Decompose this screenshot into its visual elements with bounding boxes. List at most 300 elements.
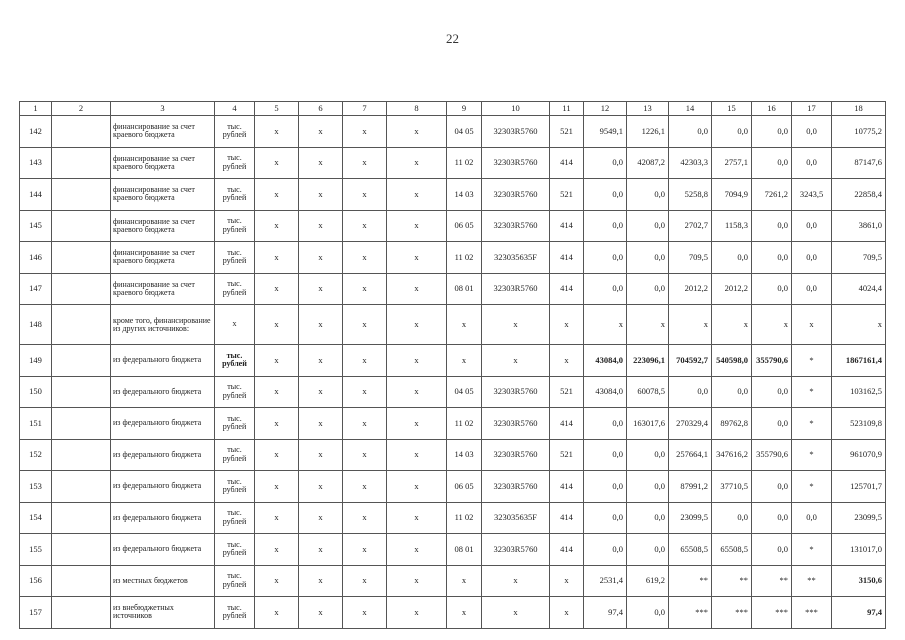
table-cell: х xyxy=(255,597,299,629)
table-cell: из федерального бюджета xyxy=(111,376,215,408)
table-row xyxy=(20,376,886,408)
table-cell: 414 xyxy=(550,471,584,503)
table-cell: х xyxy=(584,305,627,345)
table-row xyxy=(20,565,886,597)
table-cell xyxy=(52,597,111,629)
table-cell: 150 xyxy=(20,376,52,408)
table-cell: 0,0 xyxy=(584,273,627,305)
column-header: 16 xyxy=(752,102,792,116)
table-cell: 08 01 xyxy=(447,534,482,566)
table-cell: 154 xyxy=(20,502,52,534)
table-cell: х xyxy=(550,345,584,377)
table-cell: 06 05 xyxy=(447,471,482,503)
table-cell xyxy=(52,242,111,274)
table-cell: 156 xyxy=(20,565,52,597)
column-header: 11 xyxy=(550,102,584,116)
column-header: 2 xyxy=(52,102,111,116)
table-cell: * xyxy=(792,471,832,503)
table-cell: х xyxy=(255,179,299,211)
table-cell: х xyxy=(447,305,482,345)
table-cell: 0,0 xyxy=(584,471,627,503)
table-cell xyxy=(52,376,111,408)
table-cell: * xyxy=(792,534,832,566)
table-cell: 0,0 xyxy=(792,147,832,179)
table-cell: х xyxy=(299,534,343,566)
budget-table xyxy=(19,101,886,629)
table-cell: х xyxy=(482,565,550,597)
table-row xyxy=(20,345,886,377)
table-cell: 11 02 xyxy=(447,147,482,179)
table-cell: 3861,0 xyxy=(832,210,886,242)
table-cell: х xyxy=(255,116,299,148)
table-cell: х xyxy=(482,305,550,345)
table-cell: 0,0 xyxy=(584,147,627,179)
table-cell: 355790,6 xyxy=(752,439,792,471)
table-cell: 7094,9 xyxy=(712,179,752,211)
table-row xyxy=(20,408,886,440)
table-cell: тыс. рублей xyxy=(215,116,255,148)
table-cell: 4024,4 xyxy=(832,273,886,305)
table-cell: х xyxy=(299,179,343,211)
table-cell: х xyxy=(299,210,343,242)
table-cell: тыс. рублей xyxy=(215,210,255,242)
table-cell: 148 xyxy=(20,305,52,345)
table-cell: 155 xyxy=(20,534,52,566)
table-row xyxy=(20,116,886,148)
column-header: 10 xyxy=(482,102,550,116)
table-cell: х xyxy=(255,408,299,440)
table-cell: 257664,1 xyxy=(669,439,712,471)
table-cell: из местных бюджетов xyxy=(111,565,215,597)
table-cell: тыс. рублей xyxy=(215,565,255,597)
table-cell: кроме того, финансирование из других источников: xyxy=(111,305,215,345)
table-cell: х xyxy=(343,534,387,566)
table-cell: х xyxy=(343,305,387,345)
table-cell: х xyxy=(387,273,447,305)
table-cell: х xyxy=(482,597,550,629)
table-cell: тыс. рублей xyxy=(215,408,255,440)
table-cell: 0,0 xyxy=(627,210,669,242)
table-cell: х xyxy=(482,345,550,377)
table-cell: 3150,6 xyxy=(832,565,886,597)
table-cell: х xyxy=(299,345,343,377)
table-cell: 149 xyxy=(20,345,52,377)
table-row xyxy=(20,502,886,534)
table-cell: из федерального бюджета xyxy=(111,345,215,377)
table-cell: х xyxy=(343,179,387,211)
table-cell: 0,0 xyxy=(669,376,712,408)
table-cell: х xyxy=(387,210,447,242)
table-cell xyxy=(52,471,111,503)
table-cell: 06 05 xyxy=(447,210,482,242)
table-cell: 97,4 xyxy=(584,597,627,629)
table-cell xyxy=(52,179,111,211)
table-cell: 143 xyxy=(20,147,52,179)
table-cell: тыс. рублей xyxy=(215,147,255,179)
table-cell: 32303R5760 xyxy=(482,534,550,566)
table-cell: 125701,7 xyxy=(832,471,886,503)
table-cell: 0,0 xyxy=(752,273,792,305)
table-row xyxy=(20,210,886,242)
table-cell: х xyxy=(343,116,387,148)
table-cell: 414 xyxy=(550,408,584,440)
table-row xyxy=(20,471,886,503)
table-cell: 521 xyxy=(550,116,584,148)
table-cell: 2531,4 xyxy=(584,565,627,597)
table-cell: х xyxy=(343,502,387,534)
table-cell: 414 xyxy=(550,147,584,179)
table-cell: 65508,5 xyxy=(669,534,712,566)
table-cell: х xyxy=(447,565,482,597)
table-cell: 43084,0 xyxy=(584,345,627,377)
table-cell: *** xyxy=(752,597,792,629)
table-cell: х xyxy=(299,242,343,274)
table-cell: финансирование за счет краевого бюджета xyxy=(111,116,215,148)
table-cell xyxy=(52,502,111,534)
table-cell: 32303R5760 xyxy=(482,408,550,440)
table-cell: 9549,1 xyxy=(584,116,627,148)
table-cell: 157 xyxy=(20,597,52,629)
table-cell: х xyxy=(387,242,447,274)
table-row xyxy=(20,597,886,629)
table-cell xyxy=(52,147,111,179)
table-cell: х xyxy=(387,408,447,440)
table-cell: 32303R5760 xyxy=(482,376,550,408)
table-cell: 22858,4 xyxy=(832,179,886,211)
table-row xyxy=(20,242,886,274)
table-cell: 103162,5 xyxy=(832,376,886,408)
table-cell: 04 05 xyxy=(447,116,482,148)
table-cell: финансирование за счет краевого бюджета xyxy=(111,242,215,274)
table-cell: х xyxy=(627,305,669,345)
table-cell: х xyxy=(255,502,299,534)
table-cell: 1158,3 xyxy=(712,210,752,242)
table-cell: тыс. рублей xyxy=(215,534,255,566)
page-number: 22 xyxy=(446,31,459,46)
table-cell: 1867161,4 xyxy=(832,345,886,377)
table-cell: 2012,2 xyxy=(669,273,712,305)
column-header: 1 xyxy=(20,102,52,116)
table-cell: из федерального бюджета xyxy=(111,471,215,503)
table-cell: х xyxy=(387,439,447,471)
table-cell: 223096,1 xyxy=(627,345,669,377)
table-cell: 961070,9 xyxy=(832,439,886,471)
table-cell: х xyxy=(550,565,584,597)
table-cell: 0,0 xyxy=(669,116,712,148)
table-cell: х xyxy=(343,565,387,597)
table-cell: 414 xyxy=(550,502,584,534)
table-cell: х xyxy=(832,305,886,345)
header-row xyxy=(20,102,886,116)
table-cell: х xyxy=(387,345,447,377)
column-header: 4 xyxy=(215,102,255,116)
table-cell: х xyxy=(255,305,299,345)
table-cell: х xyxy=(752,305,792,345)
table-cell: 0,0 xyxy=(584,502,627,534)
table-cell: 323035635F xyxy=(482,502,550,534)
column-header: 14 xyxy=(669,102,712,116)
table-cell: 0,0 xyxy=(712,376,752,408)
table-cell: х xyxy=(387,179,447,211)
table-cell: 32303R5760 xyxy=(482,471,550,503)
table-cell: 0,0 xyxy=(627,273,669,305)
table-cell: из федерального бюджета xyxy=(111,439,215,471)
table-cell: 414 xyxy=(550,242,584,274)
table-cell: х xyxy=(387,471,447,503)
column-header: 13 xyxy=(627,102,669,116)
table-cell: х xyxy=(255,471,299,503)
table-cell: х xyxy=(343,242,387,274)
table-cell xyxy=(52,305,111,345)
table-cell: ** xyxy=(792,565,832,597)
table-cell: х xyxy=(387,147,447,179)
table-cell xyxy=(52,273,111,305)
table-cell: х xyxy=(343,147,387,179)
table-cell: * xyxy=(792,376,832,408)
table-cell xyxy=(52,210,111,242)
table-cell: 414 xyxy=(550,534,584,566)
table-cell: 10775,2 xyxy=(832,116,886,148)
table-cell: 0,0 xyxy=(584,534,627,566)
column-header: 5 xyxy=(255,102,299,116)
table-cell: х xyxy=(299,305,343,345)
table-cell: из федерального бюджета xyxy=(111,534,215,566)
table-cell: х xyxy=(299,408,343,440)
table-cell: х xyxy=(387,534,447,566)
table-row xyxy=(20,147,886,179)
table-cell: х xyxy=(299,565,343,597)
table-cell: х xyxy=(255,273,299,305)
table-cell: 7261,2 xyxy=(752,179,792,211)
column-header: 15 xyxy=(712,102,752,116)
table-cell: х xyxy=(387,565,447,597)
table-cell: 0,0 xyxy=(752,408,792,440)
table-cell: х xyxy=(447,597,482,629)
table-cell: х xyxy=(255,147,299,179)
table-cell: из федерального бюджета xyxy=(111,502,215,534)
table-cell: финансирование за счет краевого бюджета xyxy=(111,273,215,305)
table-cell: тыс. рублей xyxy=(215,502,255,534)
table-cell: финансирование за счет краевого бюджета xyxy=(111,147,215,179)
table-cell: 144 xyxy=(20,179,52,211)
table-cell: х xyxy=(343,345,387,377)
table-cell: 32303R5760 xyxy=(482,179,550,211)
table-cell: ** xyxy=(712,565,752,597)
table-cell: 0,0 xyxy=(712,502,752,534)
table-cell: 0,0 xyxy=(752,116,792,148)
table-cell: финансирование за счет краевого бюджета xyxy=(111,179,215,211)
table-cell: ** xyxy=(752,565,792,597)
table-cell: х xyxy=(299,597,343,629)
table-cell: 0,0 xyxy=(627,179,669,211)
table-cell: 42303,3 xyxy=(669,147,712,179)
table-cell: тыс. рублей xyxy=(215,439,255,471)
table-cell xyxy=(52,439,111,471)
table-cell: 42087,2 xyxy=(627,147,669,179)
table-cell: 709,5 xyxy=(669,242,712,274)
table-cell: 270329,4 xyxy=(669,408,712,440)
table-cell: 32303R5760 xyxy=(482,210,550,242)
table-cell: 5258,8 xyxy=(669,179,712,211)
table-cell: 414 xyxy=(550,273,584,305)
table-cell: 0,0 xyxy=(792,273,832,305)
table-cell: 60078,5 xyxy=(627,376,669,408)
table-cell: 355790,6 xyxy=(752,345,792,377)
table-cell: х xyxy=(255,565,299,597)
table-cell: 0,0 xyxy=(792,116,832,148)
table-row xyxy=(20,439,886,471)
table-cell: 2702,7 xyxy=(669,210,712,242)
table-cell: х xyxy=(215,305,255,345)
table-cell: 145 xyxy=(20,210,52,242)
table-cell: 14 03 xyxy=(447,179,482,211)
table-cell: 11 02 xyxy=(447,408,482,440)
table-cell: х xyxy=(299,376,343,408)
table-cell: х xyxy=(343,408,387,440)
table-cell: тыс. рублей xyxy=(215,273,255,305)
table-row xyxy=(20,305,886,345)
table-cell: 414 xyxy=(550,210,584,242)
table-cell: 32303R5760 xyxy=(482,116,550,148)
column-header: 17 xyxy=(792,102,832,116)
table-cell: 0,0 xyxy=(584,210,627,242)
table-cell: 142 xyxy=(20,116,52,148)
table-cell: 163017,6 xyxy=(627,408,669,440)
table-cell: 89762,8 xyxy=(712,408,752,440)
table-cell: 146 xyxy=(20,242,52,274)
table-cell: 0,0 xyxy=(584,408,627,440)
table-cell: 2012,2 xyxy=(712,273,752,305)
table-cell: 540598,0 xyxy=(712,345,752,377)
table-cell: 97,4 xyxy=(832,597,886,629)
table-cell: 0,0 xyxy=(584,242,627,274)
table-cell: *** xyxy=(669,597,712,629)
table-cell: 3243,5 xyxy=(792,179,832,211)
table-cell: 709,5 xyxy=(832,242,886,274)
table-cell: 347616,2 xyxy=(712,439,752,471)
table-cell: *** xyxy=(712,597,752,629)
table-cell: 0,0 xyxy=(792,502,832,534)
table-cell: х xyxy=(669,305,712,345)
table-cell: 0,0 xyxy=(627,534,669,566)
table-cell: х xyxy=(343,210,387,242)
table-cell: 0,0 xyxy=(712,242,752,274)
table-cell: из внебюджетных источников xyxy=(111,597,215,629)
table-cell: х xyxy=(792,305,832,345)
table-cell: 43084,0 xyxy=(584,376,627,408)
table-cell: х xyxy=(299,502,343,534)
table-cell: х xyxy=(712,305,752,345)
table-cell: тыс. рублей xyxy=(215,471,255,503)
table-cell: х xyxy=(387,376,447,408)
table-cell: 65508,5 xyxy=(712,534,752,566)
table-cell: 0,0 xyxy=(752,147,792,179)
table-cell: 23099,5 xyxy=(832,502,886,534)
table-cell: 32303R5760 xyxy=(482,147,550,179)
table-cell: 87147,6 xyxy=(832,147,886,179)
column-header: 9 xyxy=(447,102,482,116)
table-cell: х xyxy=(299,116,343,148)
column-header: 18 xyxy=(832,102,886,116)
table-cell: 131017,0 xyxy=(832,534,886,566)
table-cell: *** xyxy=(792,597,832,629)
table-cell: х xyxy=(387,116,447,148)
table-cell: 704592,7 xyxy=(669,345,712,377)
table-cell: х xyxy=(255,376,299,408)
table-cell xyxy=(52,116,111,148)
table-cell: х xyxy=(343,597,387,629)
table-cell: 0,0 xyxy=(752,502,792,534)
column-header: 6 xyxy=(299,102,343,116)
table-cell: 0,0 xyxy=(627,597,669,629)
table-cell: тыс. рублей xyxy=(215,376,255,408)
table-cell: 04 05 xyxy=(447,376,482,408)
table-cell: 11 02 xyxy=(447,242,482,274)
table-cell: 521 xyxy=(550,439,584,471)
table-cell: 152 xyxy=(20,439,52,471)
table-cell: 0,0 xyxy=(792,242,832,274)
table-cell: 37710,5 xyxy=(712,471,752,503)
table-cell: 323035635F xyxy=(482,242,550,274)
table-cell: х xyxy=(387,502,447,534)
table-cell: 32303R5760 xyxy=(482,273,550,305)
column-header: 8 xyxy=(387,102,447,116)
table-cell: х xyxy=(299,439,343,471)
table-cell: 151 xyxy=(20,408,52,440)
table-cell: х xyxy=(343,273,387,305)
table-cell xyxy=(52,345,111,377)
table-cell: * xyxy=(792,408,832,440)
table-cell: * xyxy=(792,345,832,377)
table-cell: 0,0 xyxy=(752,242,792,274)
table-cell: 08 01 xyxy=(447,273,482,305)
table-row xyxy=(20,179,886,211)
table-row xyxy=(20,534,886,566)
table-cell: 87991,2 xyxy=(669,471,712,503)
table-cell: 147 xyxy=(20,273,52,305)
table-cell: х xyxy=(550,305,584,345)
table-cell: 153 xyxy=(20,471,52,503)
table-cell: ** xyxy=(669,565,712,597)
table-cell: х xyxy=(255,534,299,566)
table-cell: х xyxy=(255,439,299,471)
table-cell: х xyxy=(255,210,299,242)
table-cell: х xyxy=(343,471,387,503)
table-cell: 523109,8 xyxy=(832,408,886,440)
table-cell: х xyxy=(550,597,584,629)
table-cell: 32303R5760 xyxy=(482,439,550,471)
table-cell: 0,0 xyxy=(627,439,669,471)
column-header: 12 xyxy=(584,102,627,116)
table-cell: 23099,5 xyxy=(669,502,712,534)
table-row xyxy=(20,273,886,305)
table-cell: 2757,1 xyxy=(712,147,752,179)
table-cell: тыс. рублей xyxy=(215,345,255,377)
table-cell: х xyxy=(299,273,343,305)
table-cell: 521 xyxy=(550,179,584,211)
table-cell: 0,0 xyxy=(712,116,752,148)
table-cell: х xyxy=(387,305,447,345)
table-cell: 0,0 xyxy=(584,439,627,471)
column-header: 7 xyxy=(343,102,387,116)
table-cell: 0,0 xyxy=(627,471,669,503)
table-cell: 0,0 xyxy=(792,210,832,242)
column-header: 3 xyxy=(111,102,215,116)
table-cell: тыс. рублей xyxy=(215,179,255,211)
table-cell: 0,0 xyxy=(627,502,669,534)
table-cell: х xyxy=(299,471,343,503)
table-cell: 521 xyxy=(550,376,584,408)
